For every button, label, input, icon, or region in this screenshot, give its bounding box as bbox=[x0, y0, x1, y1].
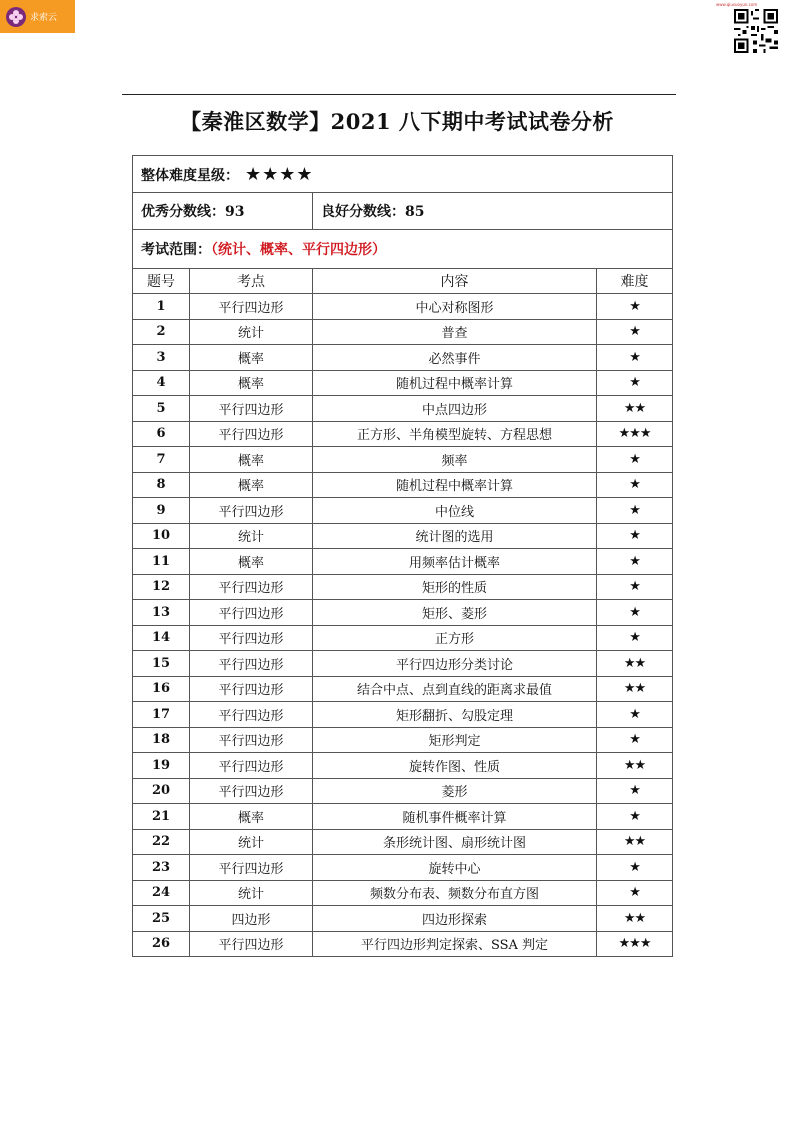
header-difficulty: 难度 bbox=[597, 269, 673, 294]
analysis-table bbox=[132, 155, 673, 957]
table-row bbox=[133, 523, 673, 549]
question-number: 14 bbox=[133, 625, 190, 651]
question-number: 9 bbox=[133, 498, 190, 524]
header-rule bbox=[122, 94, 676, 95]
table-row bbox=[133, 778, 673, 804]
question-topic: 平行四边形 bbox=[190, 294, 313, 320]
table-row bbox=[133, 294, 673, 320]
question-content: 频率 bbox=[313, 447, 597, 473]
question-difficulty: ★ bbox=[597, 625, 673, 651]
table-row bbox=[133, 727, 673, 753]
question-content: 正方形、半角模型旋转、方程思想 bbox=[313, 421, 597, 447]
question-number: 24 bbox=[133, 880, 190, 906]
question-difficulty: ★ bbox=[597, 370, 673, 396]
table-row bbox=[133, 421, 673, 447]
question-difficulty: ★ bbox=[597, 523, 673, 549]
question-difficulty: ★ bbox=[597, 778, 673, 804]
question-topic: 平行四边形 bbox=[190, 396, 313, 422]
question-number: 17 bbox=[133, 702, 190, 728]
question-topic: 平行四边形 bbox=[190, 498, 313, 524]
question-difficulty: ★ bbox=[597, 345, 673, 371]
question-topic: 概率 bbox=[190, 549, 313, 575]
question-difficulty: ★★ bbox=[597, 676, 673, 702]
page-title: 【秦淮区数学】2021 八下期中考试试卷分析 bbox=[180, 109, 614, 134]
question-topic: 平行四边形 bbox=[190, 625, 313, 651]
question-content: 频数分布表、频数分布直方图 bbox=[313, 880, 597, 906]
question-number: 20 bbox=[133, 778, 190, 804]
question-topic: 平行四边形 bbox=[190, 778, 313, 804]
question-topic: 概率 bbox=[190, 370, 313, 396]
qr-code-icon bbox=[734, 9, 778, 53]
question-rows bbox=[133, 294, 673, 957]
question-number: 12 bbox=[133, 574, 190, 600]
question-topic: 平行四边形 bbox=[190, 574, 313, 600]
table-row bbox=[133, 804, 673, 830]
question-difficulty: ★ bbox=[597, 294, 673, 320]
question-topic: 概率 bbox=[190, 447, 313, 473]
table-row bbox=[133, 906, 673, 932]
question-difficulty: ★ bbox=[597, 574, 673, 600]
header-content: 内容 bbox=[313, 269, 597, 294]
question-content: 统计图的选用 bbox=[313, 523, 597, 549]
question-difficulty: ★ bbox=[597, 319, 673, 345]
question-number: 10 bbox=[133, 523, 190, 549]
question-difficulty: ★★ bbox=[597, 829, 673, 855]
question-topic: 平行四边形 bbox=[190, 676, 313, 702]
difficulty-stars: ★★★★ bbox=[245, 163, 314, 185]
question-difficulty: ★★ bbox=[597, 753, 673, 779]
question-topic: 概率 bbox=[190, 345, 313, 371]
question-number: 3 bbox=[133, 345, 190, 371]
question-number: 8 bbox=[133, 472, 190, 498]
question-difficulty: ★ bbox=[597, 855, 673, 881]
header-number: 题号 bbox=[133, 269, 190, 294]
question-topic: 平行四边形 bbox=[190, 753, 313, 779]
question-content: 中点四边形 bbox=[313, 396, 597, 422]
good-cell bbox=[313, 193, 673, 230]
question-number: 21 bbox=[133, 804, 190, 830]
logo-icon bbox=[6, 7, 26, 27]
question-content: 用频率估计概率 bbox=[313, 549, 597, 575]
question-content: 中心对称图形 bbox=[313, 294, 597, 320]
question-number: 7 bbox=[133, 447, 190, 473]
qr-caption: www.qiusuoyun.com bbox=[716, 2, 758, 7]
question-topic: 统计 bbox=[190, 829, 313, 855]
question-topic: 四边形 bbox=[190, 906, 313, 932]
question-difficulty: ★ bbox=[597, 702, 673, 728]
table-row bbox=[133, 345, 673, 371]
question-content: 随机过程中概率计算 bbox=[313, 472, 597, 498]
question-content: 矩形翻折、勾股定理 bbox=[313, 702, 597, 728]
question-content: 矩形判定 bbox=[313, 727, 597, 753]
question-number: 23 bbox=[133, 855, 190, 881]
question-topic: 平行四边形 bbox=[190, 727, 313, 753]
question-difficulty: ★★ bbox=[597, 651, 673, 677]
question-topic: 概率 bbox=[190, 804, 313, 830]
question-content: 随机事件概率计算 bbox=[313, 804, 597, 830]
question-difficulty: ★ bbox=[597, 447, 673, 473]
question-number: 26 bbox=[133, 931, 190, 957]
question-topic: 平行四边形 bbox=[190, 855, 313, 881]
question-content: 中位线 bbox=[313, 498, 597, 524]
question-content: 条形统计图、扇形统计图 bbox=[313, 829, 597, 855]
question-number: 22 bbox=[133, 829, 190, 855]
question-number: 18 bbox=[133, 727, 190, 753]
question-difficulty: ★ bbox=[597, 472, 673, 498]
table-row bbox=[133, 702, 673, 728]
question-number: 16 bbox=[133, 676, 190, 702]
brand-logo bbox=[0, 0, 75, 33]
logo-text: 求索云 bbox=[30, 13, 58, 23]
question-topic: 平行四边形 bbox=[190, 651, 313, 677]
table-row bbox=[133, 676, 673, 702]
question-difficulty: ★★ bbox=[597, 906, 673, 932]
question-number: 25 bbox=[133, 906, 190, 932]
table-row bbox=[133, 574, 673, 600]
good-score: 良好分数线：85 bbox=[321, 204, 425, 220]
question-number: 6 bbox=[133, 421, 190, 447]
question-content: 正方形 bbox=[313, 625, 597, 651]
question-number: 1 bbox=[133, 294, 190, 320]
table-row bbox=[133, 447, 673, 473]
question-difficulty: ★★★ bbox=[597, 931, 673, 957]
table-row bbox=[133, 549, 673, 575]
table-row bbox=[133, 472, 673, 498]
question-topic: 平行四边形 bbox=[190, 702, 313, 728]
table-row bbox=[133, 651, 673, 677]
table-row bbox=[133, 625, 673, 651]
question-difficulty: ★ bbox=[597, 727, 673, 753]
question-difficulty: ★★ bbox=[597, 396, 673, 422]
excellent-cell bbox=[133, 193, 313, 230]
table-row bbox=[133, 931, 673, 957]
question-content: 旋转中心 bbox=[313, 855, 597, 881]
question-number: 4 bbox=[133, 370, 190, 396]
table-row bbox=[133, 498, 673, 524]
question-content: 平行四边形判定探索、SSA 判定 bbox=[313, 931, 597, 957]
table-row bbox=[133, 396, 673, 422]
question-difficulty: ★ bbox=[597, 498, 673, 524]
question-content: 随机过程中概率计算 bbox=[313, 370, 597, 396]
question-content: 菱形 bbox=[313, 778, 597, 804]
table-row bbox=[133, 829, 673, 855]
question-topic: 平行四边形 bbox=[190, 421, 313, 447]
question-content: 结合中点、点到直线的距离求最值 bbox=[313, 676, 597, 702]
question-topic: 统计 bbox=[190, 880, 313, 906]
question-content: 矩形的性质 bbox=[313, 574, 597, 600]
scope-value: （统计、概率、平行四边形） bbox=[211, 242, 386, 258]
question-content: 必然事件 bbox=[313, 345, 597, 371]
question-content: 矩形、菱形 bbox=[313, 600, 597, 626]
question-number: 11 bbox=[133, 549, 190, 575]
difficulty-cell bbox=[133, 156, 673, 193]
question-content: 四边形探索 bbox=[313, 906, 597, 932]
difficulty-label: 整体难度星级： bbox=[141, 167, 239, 184]
question-difficulty: ★★★ bbox=[597, 421, 673, 447]
header-topic: 考点 bbox=[190, 269, 313, 294]
scope-label: 考试范围： bbox=[141, 242, 211, 258]
question-number: 15 bbox=[133, 651, 190, 677]
table-row bbox=[133, 880, 673, 906]
table-row bbox=[133, 600, 673, 626]
question-number: 19 bbox=[133, 753, 190, 779]
question-number: 2 bbox=[133, 319, 190, 345]
question-number: 5 bbox=[133, 396, 190, 422]
question-content: 普查 bbox=[313, 319, 597, 345]
question-topic: 统计 bbox=[190, 523, 313, 549]
question-difficulty: ★ bbox=[597, 880, 673, 906]
question-content: 平行四边形分类讨论 bbox=[313, 651, 597, 677]
scope-cell bbox=[133, 230, 673, 269]
table-row bbox=[133, 855, 673, 881]
question-difficulty: ★ bbox=[597, 600, 673, 626]
table-row bbox=[133, 370, 673, 396]
question-topic: 概率 bbox=[190, 472, 313, 498]
question-content: 旋转作图、性质 bbox=[313, 753, 597, 779]
question-number: 13 bbox=[133, 600, 190, 626]
question-topic: 平行四边形 bbox=[190, 600, 313, 626]
question-difficulty: ★ bbox=[597, 549, 673, 575]
question-topic: 平行四边形 bbox=[190, 931, 313, 957]
table-row bbox=[133, 753, 673, 779]
excellent-score: 优秀分数线：93 bbox=[141, 204, 245, 220]
table-row bbox=[133, 319, 673, 345]
question-difficulty: ★ bbox=[597, 804, 673, 830]
question-topic: 统计 bbox=[190, 319, 313, 345]
